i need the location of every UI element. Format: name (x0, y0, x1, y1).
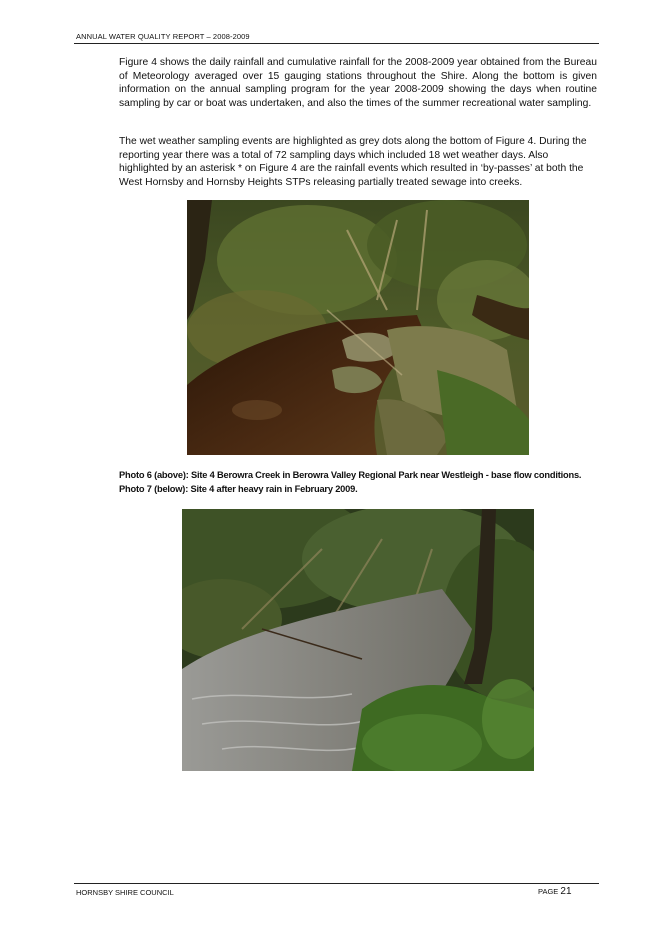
photo-site4-after-heavy-rain (182, 509, 534, 771)
paragraph-rainfall-description: Figure 4 shows the daily rainfall and cumulative rainfall for the 2008-2009 year obtained from the Bureau of Meteorology averaged over 15 gauging stations throughout the Shire. Along the bottom is given information on the annual sampling program for the year 2008-2009 showing the days when routine sampling by car or boat was undertaken, and also the times of the summer recreational water sampling. (119, 57, 597, 110)
header-divider (74, 43, 599, 44)
report-header: ANNUAL WATER QUALITY REPORT – 2008-2009 (76, 32, 250, 41)
caption-photo-6: Photo 6 (above): Site 4 Berowra Creek in Berowra Valley Regional Park near Westleigh - base flow conditions. (119, 470, 582, 480)
page-number: 21 (560, 886, 572, 897)
paragraph-wet-weather-sampling: The wet weather sampling events are highlighted as grey dots along the bottom of Figure 4. During the reporting year there was a total of 72 sampling days which included 18 wet weather days. Also highlighted by an asterisk * on Figure 4 are the rainfall events which resulted in ‘by-passes’ at both the West Hornsby and Hornsby Heights STPs releasing partially treated sewage into creeks. (119, 136, 587, 189)
page-label: PAGE (538, 887, 559, 896)
footer-organisation: HORNSBY SHIRE COUNCIL (76, 888, 174, 897)
caption-photo-7: Photo 7 (below): Site 4 after heavy rain in February 2009. (119, 484, 358, 494)
footer-page-number (538, 886, 572, 897)
photo-site4-base-flow (187, 200, 529, 455)
footer-divider (74, 883, 599, 884)
